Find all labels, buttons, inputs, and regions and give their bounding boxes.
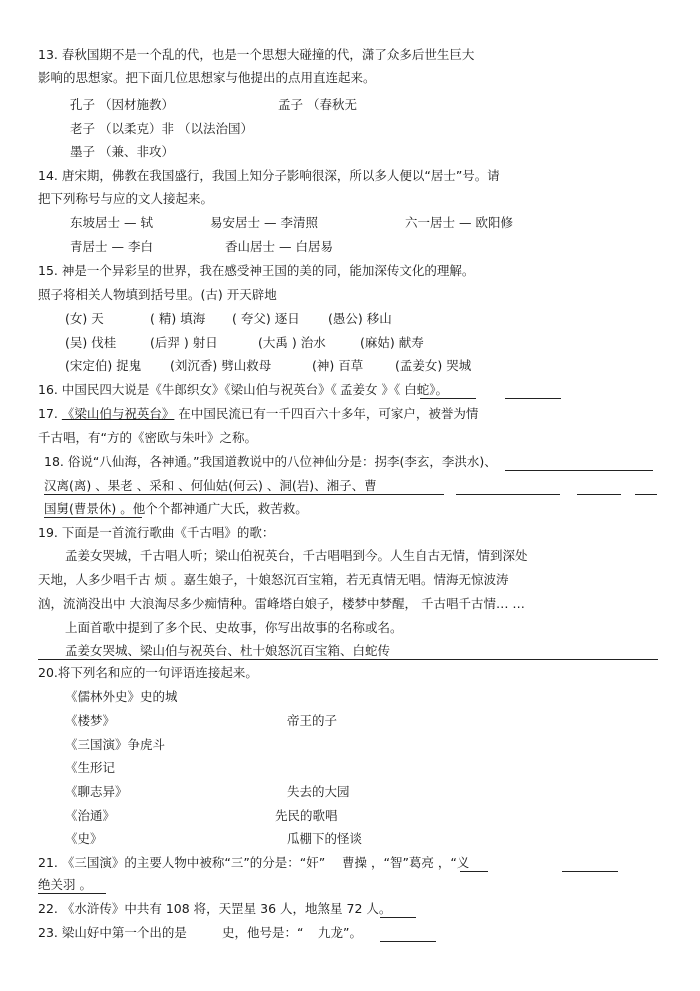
q18-underline-2 (44, 494, 444, 495)
q13-mengzi: 孟子 （春秋无 (278, 97, 357, 112)
q18-blank-3 (577, 494, 621, 495)
q15-r3-c3: (神) 百草 (312, 358, 364, 373)
q18-blank-4 (635, 494, 657, 495)
q20-right-3: 先民的歌唱 (275, 808, 338, 823)
q15-r3-c1: (宋定伯) 捉鬼 (65, 358, 142, 373)
q16-blank-2 (505, 398, 561, 399)
q23-line1: 23. 梁山好中第一个出的是 (38, 925, 187, 940)
q21-caocao: 曹操 ，“智”葛亮 ，“义 (342, 855, 470, 870)
q15-line2: 照子将相关人物填到括号里。(古) 开天辟地 (38, 287, 277, 302)
q15-r3-c4: (孟姜女) 哭城 (395, 358, 472, 373)
q20-right-2: 失去的大园 (287, 784, 350, 799)
q23-end: 九龙”。 (318, 925, 362, 940)
q21-blank-2 (562, 871, 618, 872)
q14-a2: 易安居士 — 李清照 (210, 215, 318, 230)
q20-item-4: 《生形记 (65, 760, 116, 775)
q15-r2-c1: (吴) 伐桂 (65, 335, 117, 350)
q19-line3: 天地，人多少唱千古 烦 。嘉生娘子，十娘怒沉百宝箱，若无真情无唱。情海无惊波涛 (38, 572, 509, 587)
q18-line1: 18. 俗说“八仙海，各神通。”我国道教说中的八位神仙分是：拐李(李玄，李洪水)、 (44, 454, 497, 469)
q19-line1: 19. 下面是一首流行歌曲《千古唱》的歌： (38, 525, 275, 540)
q16-text: 16. 中国民四大说是《牛郎织女》《梁山伯与祝英台》《 (38, 382, 337, 397)
q19-line5: 上面首歌中提到了多个民、史故事，你写出故事的名称或名。 (65, 620, 403, 635)
q13-mozi: 墨子 （兼、非攻） (70, 144, 174, 159)
q14-b1: 青居士 — 李白 (70, 239, 153, 254)
q20-item-1: 《儒林外史》史的城 (65, 689, 178, 704)
q15-r1-c3: ( 夸父) 逐日 (232, 311, 300, 326)
q16-mid: 孟姜女 》《 白蛇》。 (340, 382, 448, 397)
q20-right-1: 帝王的子 (287, 713, 338, 728)
q15-r2-c2: (后羿 ) 射日 (150, 335, 218, 350)
q13-laozi: 老子 （以柔克）非 （以法治国） (70, 121, 253, 136)
q23-mid: 史，他号是：“ (222, 925, 304, 940)
q14-b2: 香山居士 — 白居易 (225, 239, 333, 254)
q19-answer-line (38, 659, 658, 660)
q15-r2-c3: (大禹 ) 治水 (258, 335, 326, 350)
q19-line2: 孟姜女哭城，千古唱人听；梁山伯祝英台，千古唱唱到今。人生自古无情，情到深处 (65, 548, 528, 563)
q23-blank (380, 941, 436, 942)
q13-line2: 影响的思想家。把下面几位思想家与他提出的点用直连起来。 (38, 70, 376, 85)
q20-line1: 20.将下列名和应的一句评语连接起来。 (38, 665, 258, 680)
q17-pre: 17. (38, 406, 62, 421)
q18-line3: 国舅(曹景休) 。他个个都神通广大氏，救苦救。 (44, 501, 308, 516)
q15-line1: 15. 神是一个异彩呈的世界，我在感受神王国的美的同，能加深传文化的理解。 (38, 263, 475, 278)
q21-line2: 绝关羽 。 (38, 877, 92, 892)
q20-item-2: 《楼梦》 (65, 713, 116, 728)
q18-line2: 汉离(离) 、果老 、采和 、何仙姑(何云) 、洞(岩)、湘子、曹 (44, 478, 377, 493)
q14-line1: 14. 唐宋期，佛教在我国盛行，我国上知分子影响很深，所以多人便以“居士”号。请 (38, 168, 500, 183)
q15-r1-c1: (女) 天 (65, 311, 104, 326)
q18-blank-1 (505, 470, 653, 471)
q21-blank-1 (460, 871, 488, 872)
q18-underline-3 (44, 517, 142, 518)
q19-line4: 汹，流淌没出中 大浪淘尽多少痴情种。雷峰塔白娘子，楼梦中梦醒， 千古唱千古情… … (38, 596, 525, 611)
q17-rest: 在中国民流已有一千四百六十多年，可家户，被誉为情 (174, 406, 479, 421)
q14-a3: 六一居士 — 欧阳修 (405, 215, 513, 230)
q14-a1: 东坡居士 — 轼 (70, 215, 153, 230)
q20-item-7: 《史》 (65, 831, 103, 846)
q17-title: 《梁山伯与祝英台》 (61, 406, 175, 421)
q21-underline (38, 893, 106, 894)
q20-item-5: 《聊志异》 (65, 784, 128, 799)
q20-right-4: 瓜棚下的怪谈 (287, 831, 363, 846)
q19-answer: 孟姜女哭城、梁山伯与祝英台、杜十娘怒沉百宝箱、白蛇传 (65, 643, 391, 658)
q14-line2: 把下列称号与应的文人接起来。 (38, 191, 214, 206)
q13-kongzi: 孔子 （因材施教） (70, 97, 174, 112)
q15-r1-c2: ( 精) 填海 (150, 311, 206, 326)
q21-line1: 21. 《三国演》的主要人物中被称“三”的分是：“奸” (38, 855, 326, 870)
q15-r2-c4: (麻姑) 献寿 (360, 335, 424, 350)
q18-blank-2 (456, 494, 560, 495)
q13-line1: 13. 春秋国期不是一个乱的代，也是一个思想大碰撞的代，潇了众多后世生巨大 (38, 47, 475, 62)
q17-line2: 千古唱，有“方的《密欧与朱叶》之称。 (38, 430, 257, 445)
q20-item-6: 《治通》 (65, 808, 116, 823)
q15-r3-c2: (刘沉香) 劈山救母 (170, 358, 272, 373)
q17-line1 (38, 406, 478, 422)
q20-item-3: 《三国演》争虎斗 (65, 737, 166, 752)
q16-blank-1 (420, 398, 476, 399)
q15-r1-c4: (愚公) 移山 (328, 311, 392, 326)
q22-blank (380, 917, 416, 918)
q22-line1: 22. 《水浒传》中共有 108 将，天罡星 36 人，地煞星 72 人。 (38, 901, 392, 916)
